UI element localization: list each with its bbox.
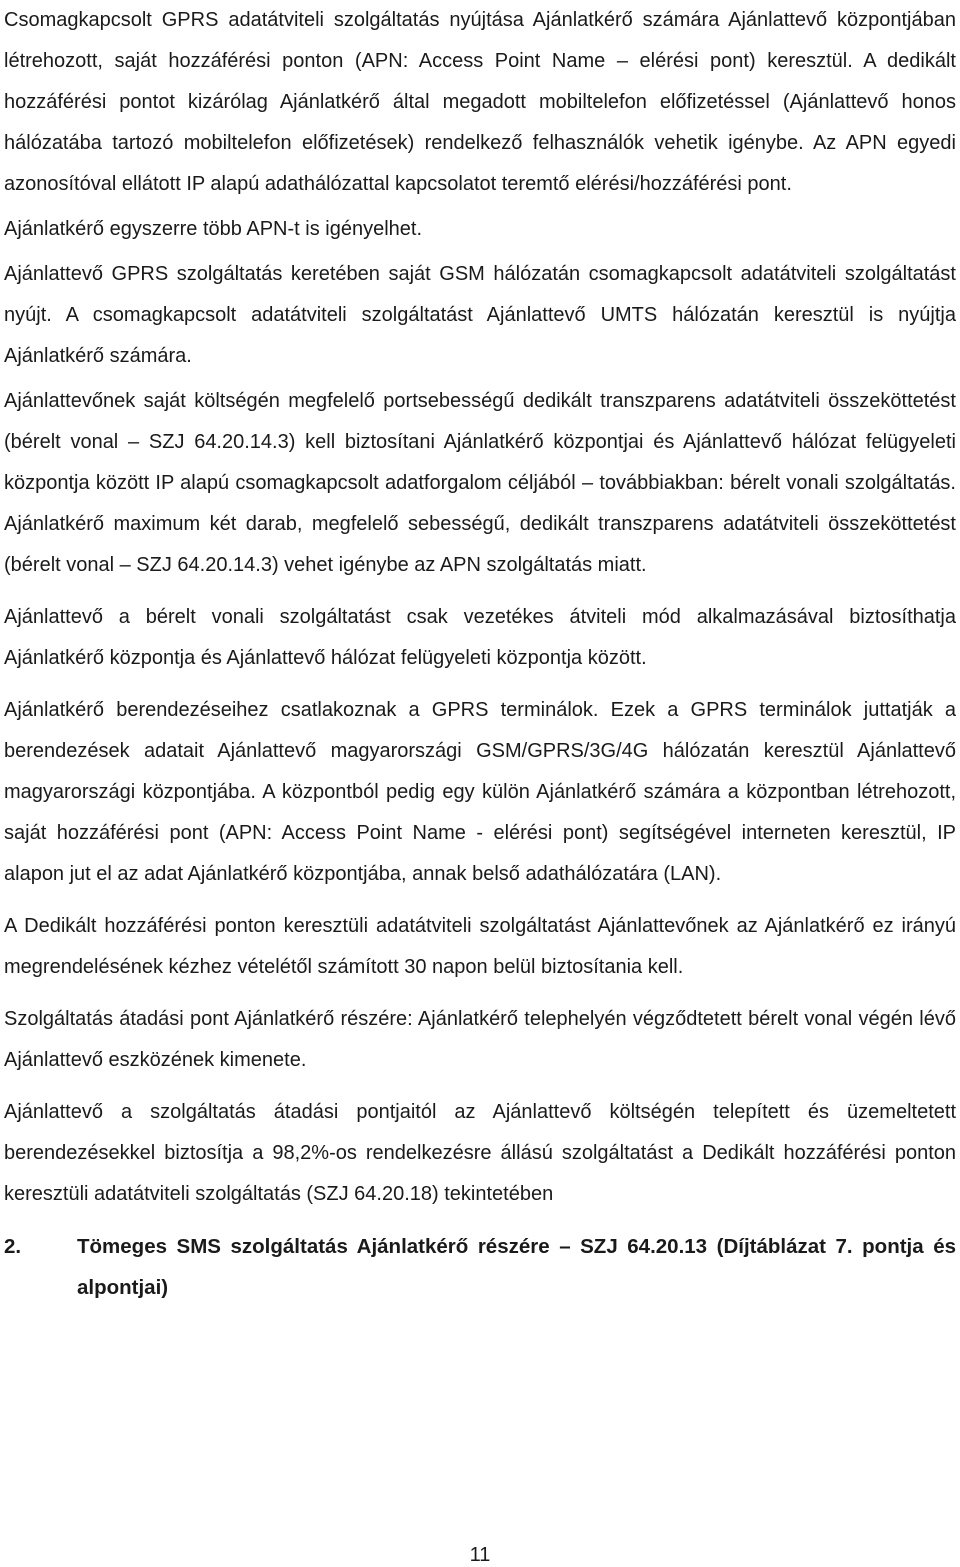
paragraph-leased-line: Ajánlattevőnek saját költségén megfelelő portsebességű dedikált transzparens adatátviteli összeköttetést (bérelt vonal – SZJ 64.20.14.3) kell biztosítani Ajánlatkérő központjai és Ajánlattevő hálózat felügyeleti központja között IP alapú csomagkapcsolt adatforgalom céljából – továbbiakban: bérelt vonali szolgáltatás. Ajánlatkérő maximum két darab, megfelelő sebességű, dedikált transzparens adatátviteli összeköttetést (bérelt vonal – SZJ 64.20.14.3) vehet igénybe az APN szolgáltatás miatt. (4, 390, 956, 576)
section-number: 2. (4, 1235, 22, 1258)
paragraph-handover-point: Szolgáltatás átadási pont Ajánlatkérő részére: Ajánlatkérő telephelyén végződtetett bérelt vonal végén lévő Ajánlattevő eszközének kimenete. (4, 1008, 956, 1071)
paragraph-multiple-apn: Ajánlatkérő egyszerre több APN-t is igényelhet. (4, 218, 422, 240)
paragraph-gprs-service: Ajánlattevő GPRS szolgáltatás keretében saját GSM hálózatán csomagkapcsolt adatátviteli szolgáltatást nyújt. A csomagkapcsolt adatátviteli szolgáltatást Ajánlattevő UMTS hálózatán keresztül is nyújtja Ajánlatkérő számára. (4, 263, 956, 367)
document-page (4, 0, 956, 1308)
section-title: Tömeges SMS szolgáltatás Ajánlatkérő részére – SZJ 64.20.13 (Díjtáblázat 7. pontja és alpontjai) (77, 1235, 956, 1299)
paragraph-gprs-terminals: Ajánlatkérő berendezéseihez csatlakoznak a GPRS terminálok. Ezek a GPRS terminálok juttatják a berendezések adatait Ajánlattevő magyarországi GSM/GPRS/3G/4G hálózatán keresztül Ajánlattevő magyarországi központjába. A központból pedig egy külön Ajánlatkérő számára a központban létrehozott, saját hozzáférési pont (APN: Access Point Name - elérési pont) segítségével interneten keresztül, IP alapon jut el az adat Ajánlatkérő központjába, annak belső adathálózatára (LAN). (4, 699, 956, 885)
paragraph-wired-transmission: Ajánlattevő a bérelt vonali szolgáltatást csak vezetékes átviteli mód alkalmazásával biztosíthatja Ajánlatkérő központja és Ajánlattevő hálózat felügyeleti központja között. (4, 606, 956, 669)
section-heading (4, 1226, 956, 1308)
page-number: 11 (469, 1544, 491, 1566)
paragraph-provisioning-deadline: A Dedikált hozzáférési ponton keresztüli adatátviteli szolgáltatást Ajánlattevőnek az Ajánlatkérő ez irányú megrendelésének kézhez vételétől számított 30 napon belül biztosítania kell. (4, 915, 956, 978)
paragraph-availability: Ajánlattevő a szolgáltatás átadási pontjaitól az Ajánlattevő költségén telepített és üzemeltetett berendezésekkel biztosítja a 98,2%-os rendelkezésre állású szolgáltatást a Dedikált hozzáférési ponton keresztüli adatátviteli szolgáltatás (SZJ 64.20.18) tekintetében (4, 1101, 956, 1205)
paragraph-apn-description: Csomagkapcsolt GPRS adatátviteli szolgáltatás nyújtása Ajánlatkérő számára Ajánlattevő központjában létrehozott, saját hozzáférési ponton (APN: Access Point Name – elérési pont) keresztül. A dedikált hozzáférési pontot kizárólag Ajánlatkérő által megadott mobiltelefon előfizetéssel (Ajánlattevő honos hálózatába tartozó mobiltelefon előfizetések) rendelkező felhasználók vehetik igénybe. Az APN egyedi azonosítóval ellátott IP alapú adathálózattal kapcsolatot teremtő elérési/hozzáférési pont. (4, 9, 956, 195)
